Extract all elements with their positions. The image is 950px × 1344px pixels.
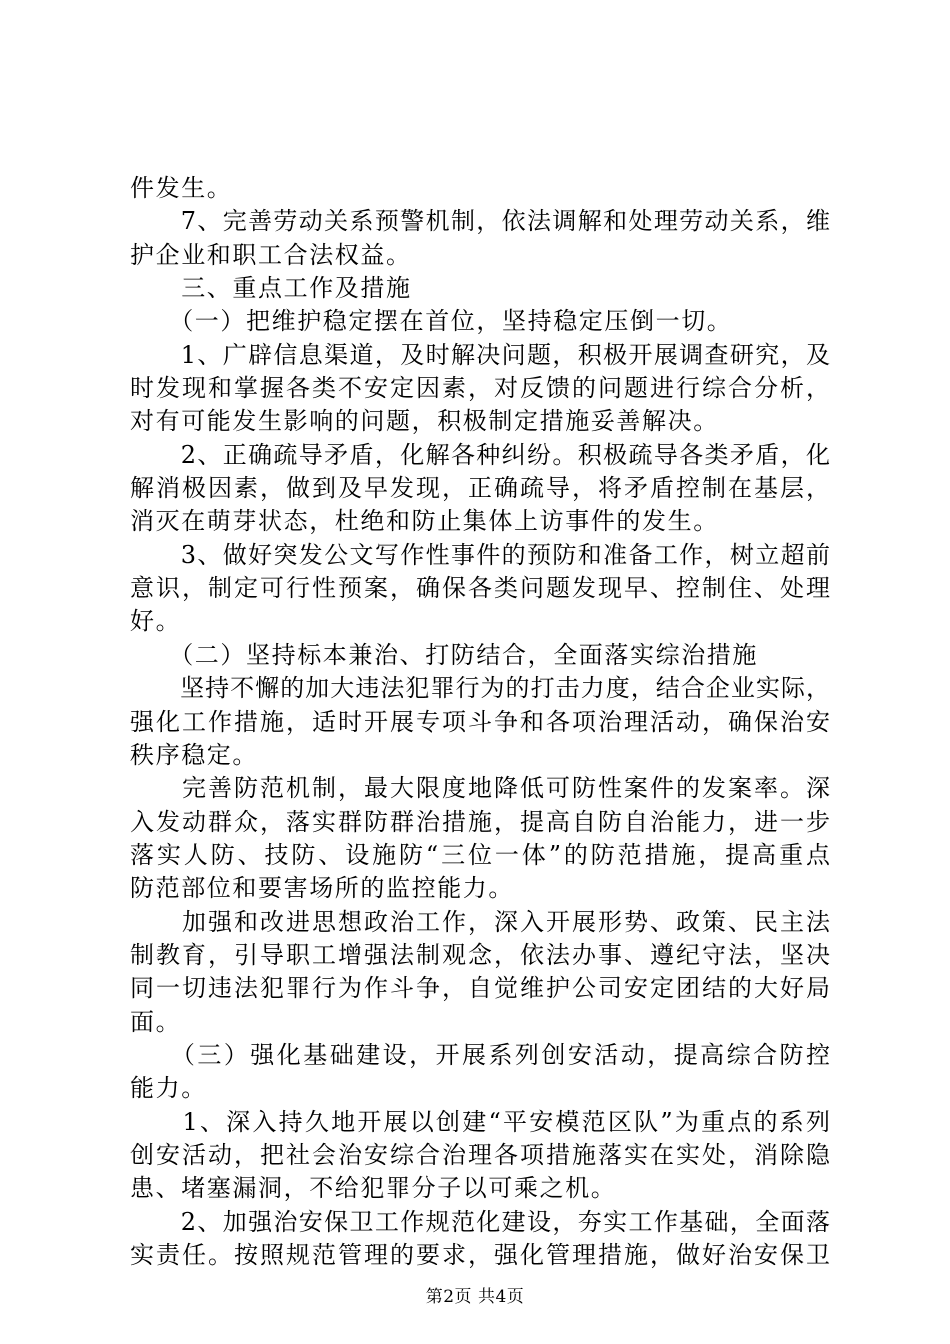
text-line: 意识，制定可行性预案，确保各类问题发现早、控制住、处理 <box>130 574 830 603</box>
text-line: 消灭在萌芽状态，杜绝和防止集体上访事件的发生。 <box>130 507 719 536</box>
text-line: 解消极因素，做到及早发现，正确疏导，将矛盾控制在基层， <box>130 474 830 503</box>
text-line: 秩序稳定。 <box>130 740 258 769</box>
text-line: 7、完善劳动关系预警机制，依法调解和处理劳动关系，维 <box>130 207 830 236</box>
subsection-heading: （三）强化基础建设，开展系列创安活动，提高综合防控 <box>130 1040 830 1069</box>
text-line: 护企业和职工合法权益。 <box>130 240 412 269</box>
section-heading: 三、重点工作及措施 <box>130 274 412 303</box>
text-line: 件发生。 <box>130 174 233 202</box>
text-line: 坚持不懈的加大违法犯罪行为的打击力度，结合企业实际， <box>130 674 830 703</box>
text-line: 3、做好突发公文写作性事件的预防和准备工作，树立超前 <box>130 540 830 569</box>
subsection-heading: （二）坚持标本兼治、打防结合，全面落实综治措施 <box>130 640 758 669</box>
text-line: 患、堵塞漏洞，不给犯罪分子以可乘之机。 <box>130 1174 617 1203</box>
text-line: 对有可能发生影响的问题，积极制定措施妥善解决。 <box>130 407 719 436</box>
text-line: 制教育，引导职工增强法制观念，依法办事、遵纪守法，坚决 <box>130 940 830 969</box>
text-line: 加强和改进思想政治工作，深入开展形势、政策、民主法 <box>130 907 830 936</box>
text-line: 实责任。按照规范管理的要求，强化管理措施，做好治安保卫 <box>130 1241 830 1269</box>
text-line: 面。 <box>130 1007 182 1036</box>
text-line: 好。 <box>130 607 182 636</box>
text-line: 落实人防、技防、设施防“三位一体”的防范措施，提高重点 <box>130 840 830 869</box>
document-body <box>130 172 830 1272</box>
text-line: 同一切违法犯罪行为作斗争，自觉维护公司安定团结的大好局 <box>130 974 830 1003</box>
text-line: 1、广辟信息渠道，及时解决问题，积极开展调查研究，及 <box>130 340 830 369</box>
text-line: 时发现和掌握各类不安定因素，对反馈的问题进行综合分析， <box>130 374 830 403</box>
text-line: 2、正确疏导矛盾，化解各种纠纷。积极疏导各类矛盾，化 <box>130 440 830 469</box>
text-line: 完善防范机制，最大限度地降低可防性案件的发案率。深 <box>130 774 830 803</box>
text-line: 入发动群众，落实群防群治措施，提高自防自治能力，进一步 <box>130 807 830 836</box>
text-line: 1、深入持久地开展以创建“平安模范区队”为重点的系列 <box>130 1107 830 1136</box>
page-number-footer: 第2页 共4页 <box>425 1287 525 1307</box>
text-line: 强化工作措施，适时开展专项斗争和各项治理活动，确保治安 <box>130 707 830 736</box>
text-line: 防范部位和要害场所的监控能力。 <box>130 874 514 903</box>
subsection-heading: （一）把维护稳定摆在首位，坚持稳定压倒一切。 <box>130 307 733 336</box>
text-line: 创安活动，把社会治安综合治理各项措施落实在实处，消除隐 <box>130 1140 830 1169</box>
text-line: 2、加强治安保卫工作规范化建设，夯实工作基础，全面落 <box>130 1207 830 1236</box>
text-line: 能力。 <box>130 1074 207 1103</box>
